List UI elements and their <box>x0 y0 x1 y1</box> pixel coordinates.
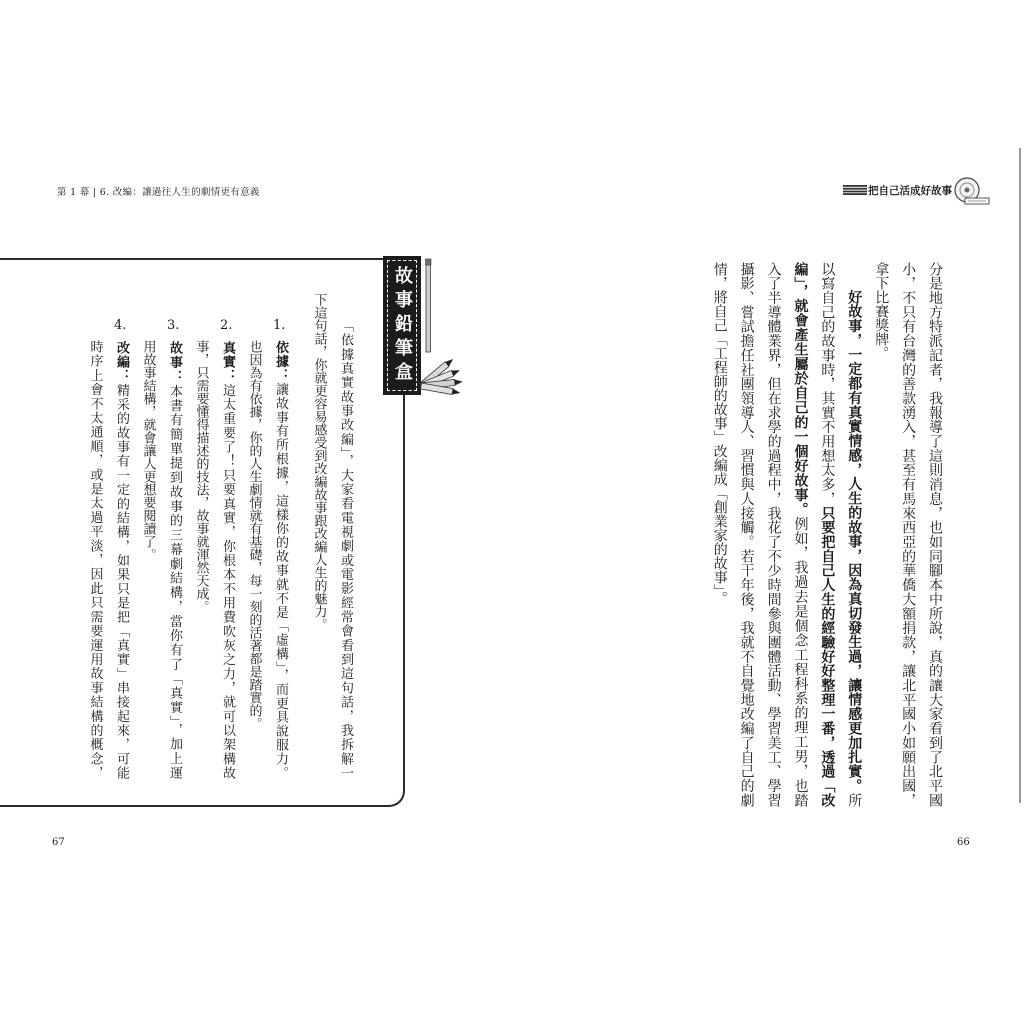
striped-bar-icon <box>843 185 867 195</box>
emblem-logo-icon <box>951 176 991 210</box>
text-run: 攝影、嘗試擔任社團領導人、習慣與人接觸。若干年後，我就不自覺地改編了自己的劇 <box>738 262 755 807</box>
text-run: 讓故事有所根據，這樣你的故事就不是「虛構」，而更具說服力。 <box>273 382 288 780</box>
page-edge <box>1019 148 1021 803</box>
text-column <box>787 262 814 807</box>
text-run: 用故事結構，就會讓人更想要閱讀了。 <box>140 339 156 561</box>
sidebar-intro-line <box>332 293 359 779</box>
text-run: 情，將自己「工程師的故事」改編成「創業家的故事」。 <box>711 262 728 605</box>
emphasis-run: 好故事，一定都有真實情感，人生的故事，因為真切發生過，讓情感更加扎實。 <box>846 290 863 793</box>
list-item-continuation <box>240 293 267 779</box>
text-run: 小，不只有台灣的善款湧入，甚至有馬來西亞的華僑大額捐款，讓北平國小如願出國， <box>900 262 917 807</box>
sidebar-title-tab <box>383 256 421 395</box>
text-column <box>733 262 760 807</box>
list-item-continuation <box>187 293 214 779</box>
running-header-book-title: 把自己活成好故事 <box>868 185 952 197</box>
text-run: 事，只需要懂得描述的技法，故事就渾然天成。 <box>193 339 209 613</box>
page-number-right: 66 <box>957 837 970 848</box>
sidebar-text <box>81 293 358 779</box>
sidebar-title: 故事鉛筆盒 <box>392 265 413 386</box>
text-run: 下這句話，你就更容易感受到改編故事跟改編人生的魅力。 <box>311 293 327 631</box>
text-column <box>921 262 948 807</box>
text-run: 例如，我過去是個念工程科系的理工男，也踏 <box>792 516 809 808</box>
text-column <box>867 262 894 807</box>
list-item-continuation <box>81 293 108 779</box>
page-66 <box>512 0 1024 1024</box>
page-number-left: 67 <box>52 837 65 848</box>
running-header-chapter: 第 1 幕 | 6. 改編：讓過往人生的劇情更有意義 <box>57 187 260 198</box>
emphasis-run: 只要把自己人生的經驗好好整理一番，透過「改 <box>819 505 836 808</box>
text-run: 也因為有依據，你的人生劇情就有基礎，每一刻的活著都是踏實的。 <box>246 339 262 730</box>
text-run: 本書有簡單提到故事的三幕劇結構，當你有了「真實」，加上運 <box>167 384 182 780</box>
list-item <box>267 293 294 779</box>
list-item <box>214 293 241 779</box>
emphasis-run: 編」，就會產生屬於自己的一個好故事。 <box>792 262 809 517</box>
list-item-label: 改編： <box>114 340 129 384</box>
list-item-number: 1. <box>273 319 286 332</box>
text-run: 這太重要了！只要真實，你根本不用費吹灰之力，就可以架構故 <box>220 383 235 780</box>
pencil-bundle-icon <box>418 256 468 398</box>
sidebar-intro-line <box>305 293 332 779</box>
list-item-number: 3. <box>167 319 180 332</box>
list-item-label: 故事： <box>167 341 182 385</box>
text-run: 精采的故事有一定的結構，如果只是把「真實」串接起來，可能 <box>114 383 129 780</box>
text-run: 入了半導體業界，但在求學的過程中，我花了不少時間參與團體活動、學習美工、學習 <box>765 262 782 807</box>
list-item <box>108 293 135 779</box>
list-item-number: 4. <box>114 319 127 332</box>
page-66-body <box>706 262 948 807</box>
text-run: 時序上會不太通順，或是太過平淡，因此只需要運用故事結構的概念， <box>87 339 103 779</box>
text-run: 所 <box>846 793 863 807</box>
list-item <box>161 293 188 779</box>
text-run: 以寫自己的故事時，其實不用想太多， <box>819 262 836 506</box>
sidebar-list <box>81 293 293 779</box>
text-run: 拿下比賽獎牌。 <box>873 262 890 360</box>
text-run: 「依據真實故事改編」，大家看電視劇或電影經常會看到這句話，我拆解一 <box>338 319 353 779</box>
list-item-number: 2. <box>220 319 233 332</box>
text-column <box>813 262 840 807</box>
text-column <box>894 262 921 807</box>
text-run: 分是地方特派記者，我報導了這則消息，也如同腳本中所說，真的讓大家看到了北平國 <box>927 262 943 807</box>
text-column <box>840 262 867 807</box>
text-column <box>760 262 787 807</box>
list-item-continuation <box>134 293 161 779</box>
list-item-label: 依據： <box>273 340 288 383</box>
list-item-label: 真實： <box>220 340 235 384</box>
text-column <box>706 262 733 807</box>
